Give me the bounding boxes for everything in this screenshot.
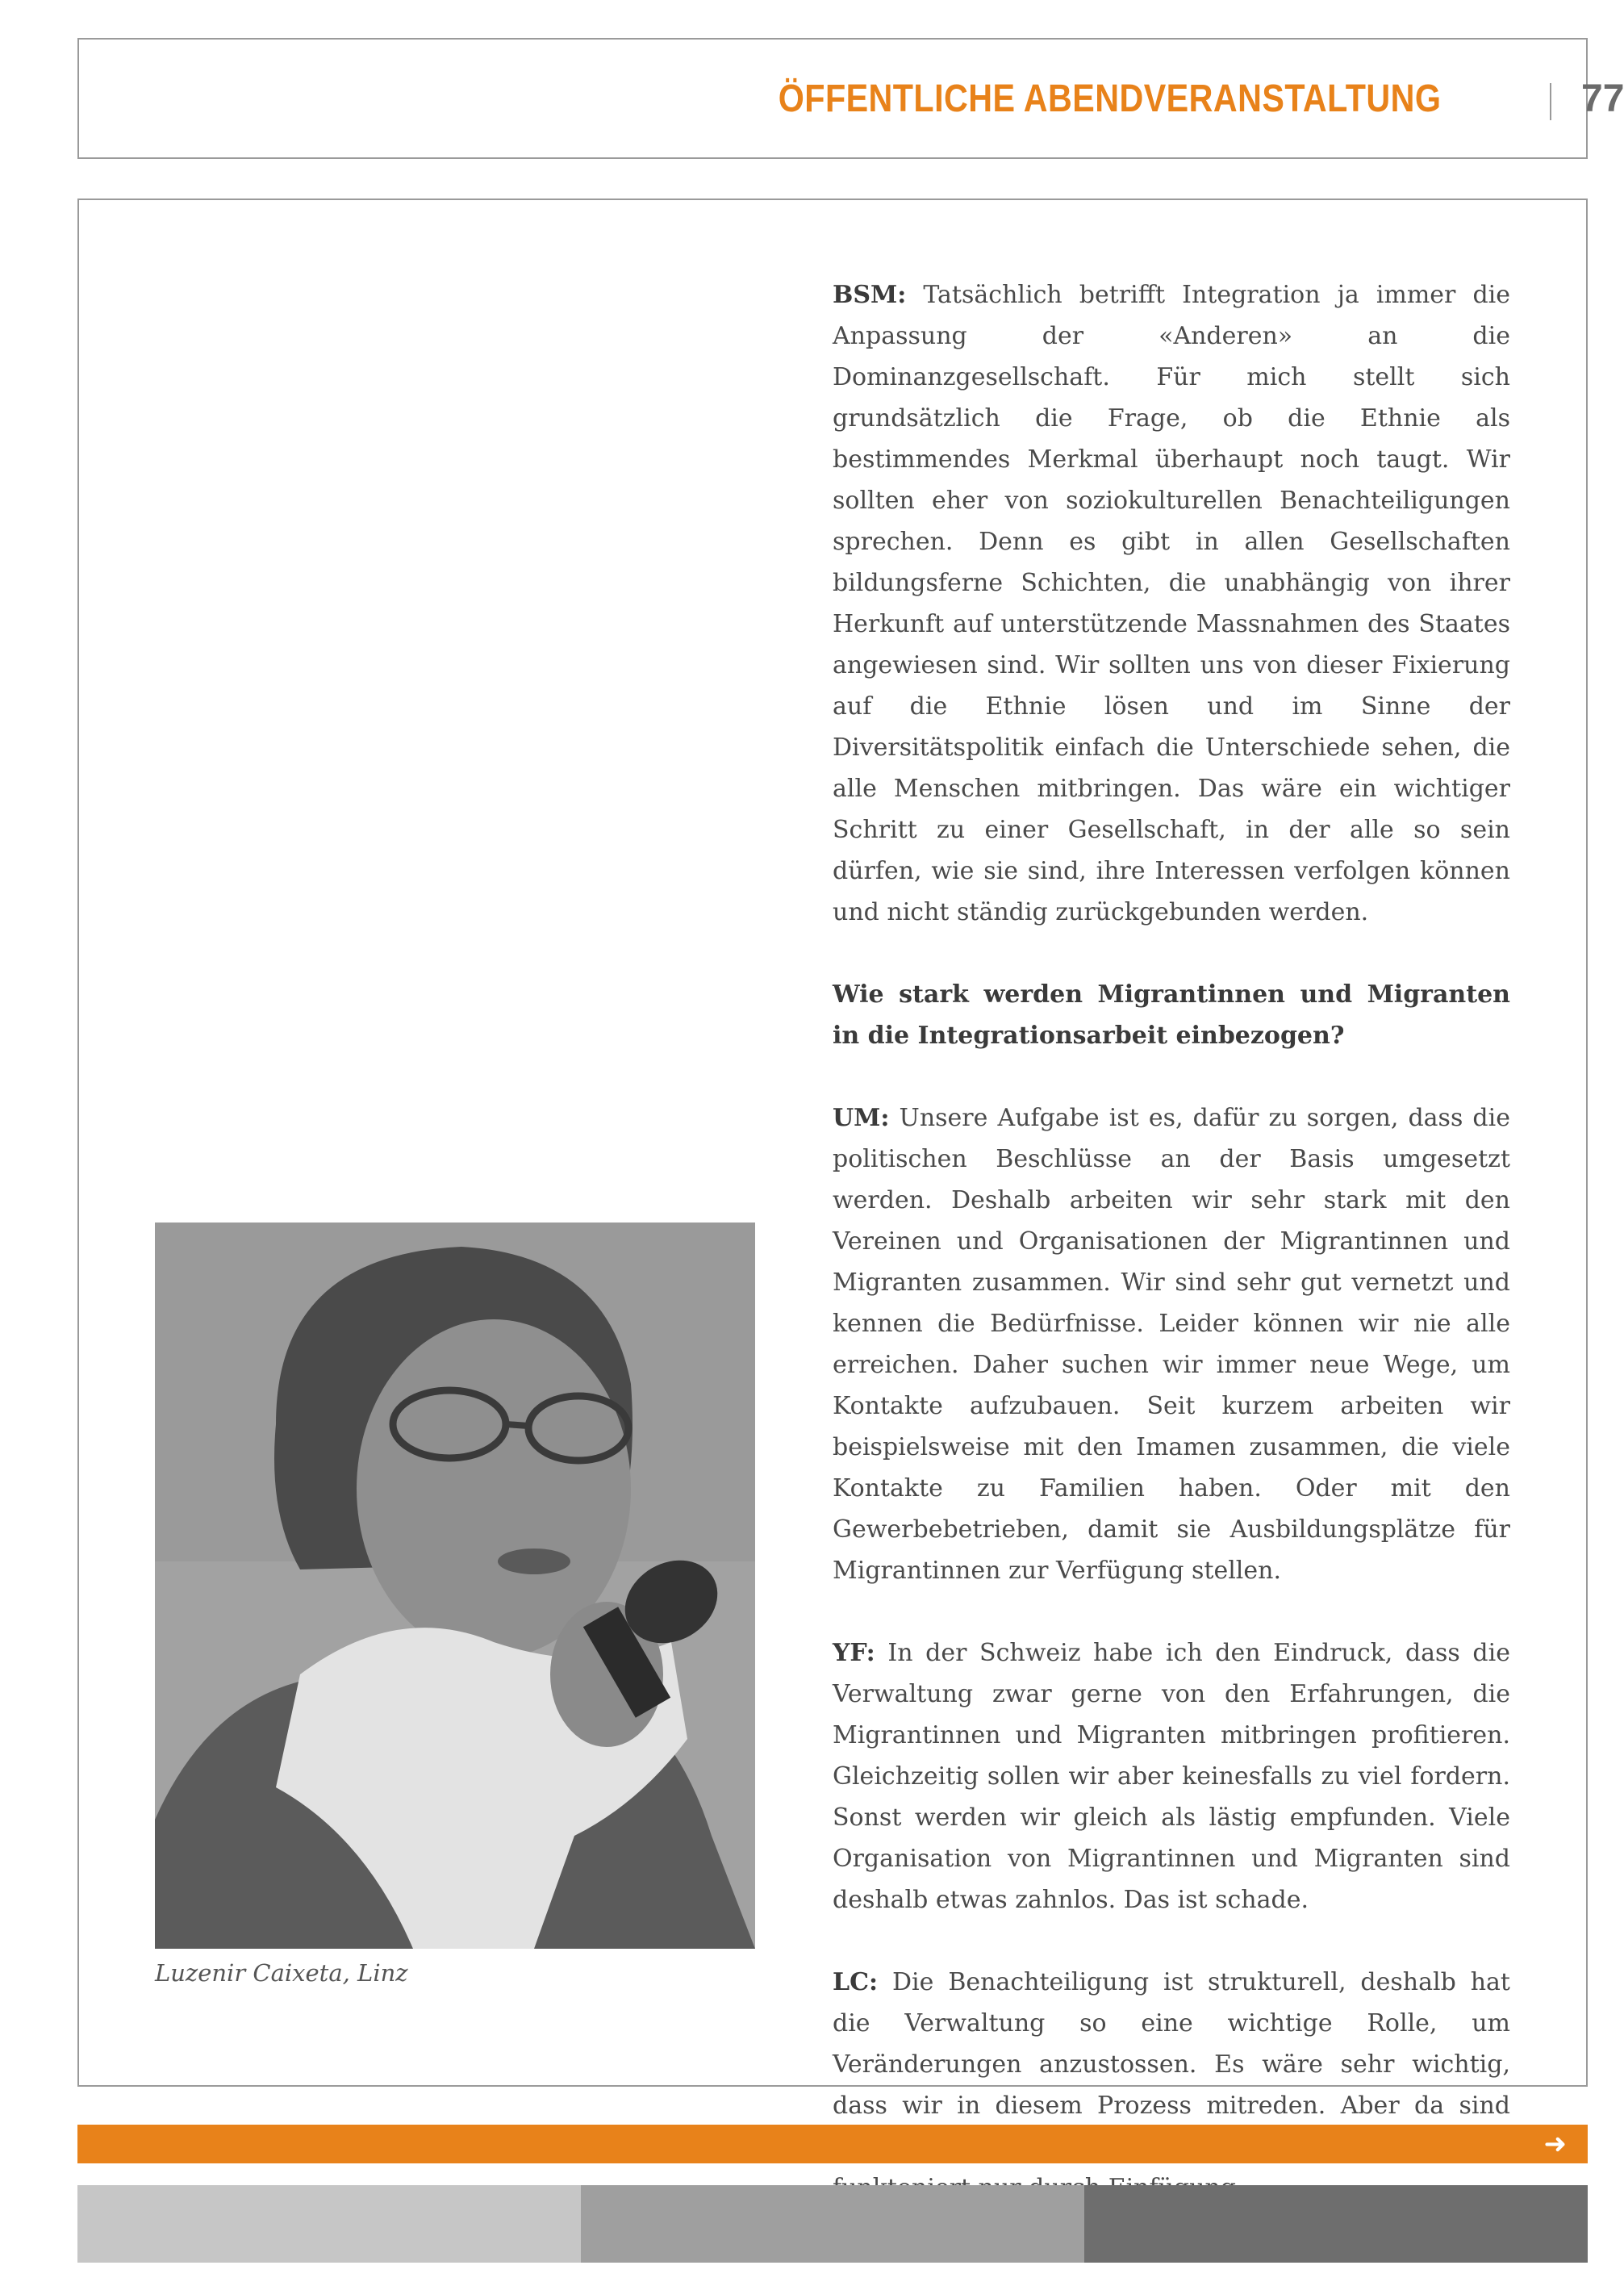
- paragraph-text: Die Benachteiligung ist strukturell, deshalb hat die Verwaltung so eine wichtige Rolle, um Veränderungen anzustossen. Es wäre sehr wichtig, dass wir in diesem Prozess mitreden. Aber da sind: [833, 1968, 1510, 2120]
- interview-question: Wie stark werden Migrantinnen und Migranten in die Integrationsarbeit einbezogen?: [833, 980, 1510, 1050]
- paragraph-lc: [833, 1962, 1510, 2209]
- page-number: 77: [1581, 77, 1624, 120]
- article-body: [833, 274, 1510, 2250]
- footer-bar: [77, 2125, 1588, 2163]
- section-title: ÖFFENTLICHE ABENDVERANSTALTUNG: [778, 77, 1441, 120]
- speaker-label: UM:: [833, 1104, 890, 1132]
- speaker-label: LC:: [833, 1968, 879, 1996]
- footer-strip-medium: [581, 2185, 1084, 2263]
- speaker-photo: [155, 1222, 755, 1949]
- page-header: [77, 38, 1624, 159]
- photo-caption: Luzenir Caixeta, Linz: [155, 1959, 408, 1987]
- paragraph-bsm: [833, 274, 1510, 933]
- speaker-label: YF:: [833, 1639, 875, 1667]
- paragraph-um: [833, 1097, 1510, 1591]
- paragraph-text: Unsere Aufgabe ist es, dafür zu sorgen, dass die politischen Beschlüsse an der Basis umgesetzt werden. Deshalb arbeiten wir sehr stark mit den Vereinen und Organisationen der Migrantinnen und Migranten zusammen. Wir sind sehr gut vernetzt und kennen die Bedürfnisse. Leider können wir nie alle erreichen. Daher suchen wir immer neue Wege, um Kontakte aufzubauen. Seit kurzem arbeiten wir beispielsweise mit den Imamen zusammen, die viele Kontakte zu Familien haben. Oder mit den Gewerbebetrieben, damit sie Ausbildungsplätze für Migrantinnen zur Verfügung stellen.: [833, 1104, 1510, 1585]
- paragraph-text: Tatsächlich betrifft Integration ja immer die Anpassung der «Anderen» an die Dominanzgesellschaft. Für mich stellt sich grundsätzlich die Frage, ob die Ethnie als bestimmendes Merkmal überhaupt noch taugt. Wir sollten eher von soziokulturellen Benachteiligungen sprechen. Denn es gibt in allen Gesellschaften bildungsferne Schichten, die unabhängig von ihrer Herkunft auf unterstützende Massnahmen des Staates angewiesen sind. Wir sollten uns von dieser Fixierung auf die Ethnie lösen und im Sinne der Diversitätspolitik einfach die Unterschiede sehen, die alle Menschen mitbringen. Das wäre ein wichtiger Schritt zu einer Gesellschaft, in der alle so sein dürfen, wie sie sind, ihre Interessen verfolgen können und nicht ständig zurückgebunden werden.: [833, 281, 1510, 926]
- paragraph-yf: [833, 1632, 1510, 1920]
- speaker-label: BSM:: [833, 281, 907, 309]
- next-arrow-icon[interactable]: ➜: [1543, 2128, 1567, 2160]
- portrait-image: [155, 1222, 755, 1949]
- footer-strip-dark: [1084, 2185, 1588, 2263]
- header-divider: [1550, 83, 1551, 120]
- paragraph-text: In der Schweiz habe ich den Eindruck, dass die Verwaltung zwar gerne von den Erfahrungen, die Migrantinnen und Migranten mitbringen profitieren. Gleichzeitig sollen wir aber keinesfalls zu viel fordern. Sonst werden wir gleich als lästig empfunden. Viele Organisation von Migrantinnen und Migranten sind deshalb etwas zahnlos. Das ist schade.: [833, 1639, 1510, 1914]
- footer-strip-light: [77, 2185, 581, 2263]
